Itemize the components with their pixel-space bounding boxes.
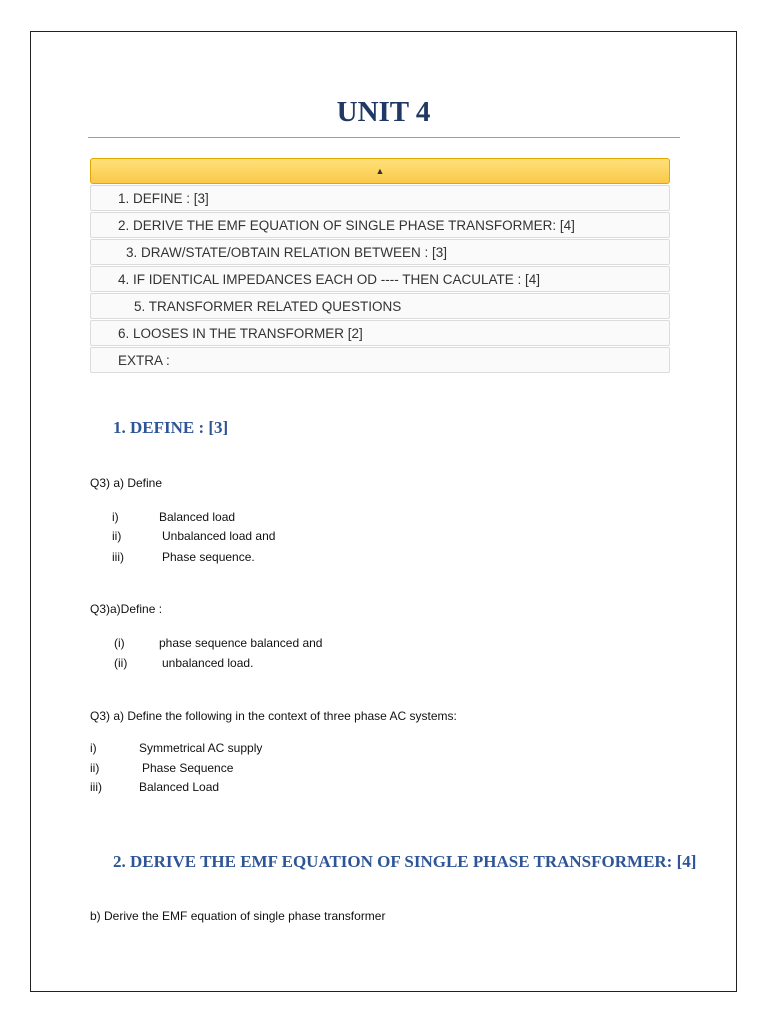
list-marker: i) [90,741,97,755]
page-title: UNIT 4 [336,96,431,128]
document-page [30,31,737,992]
list-item: Balanced load [159,510,236,524]
collapse-arrow-icon[interactable]: ▲ [375,165,385,176]
question-text: Q3)a)Define : [90,602,163,616]
list-item: Phase sequence. [162,550,255,564]
list-item: Unbalanced load and [162,529,276,543]
list-marker: (i) [114,636,125,650]
toc-collapse-bar[interactable] [90,158,670,184]
toc-item-transformer-questions[interactable]: 5. TRANSFORMER RELATED QUESTIONS [90,293,670,319]
question-text: Q3) a) Define [90,476,163,490]
question-text: b) Derive the EMF equation of single phase transformer [90,909,386,923]
section-heading-define: 1. DEFINE : [3] [113,418,229,437]
list-marker: i) [112,510,119,524]
section-heading-derive-emf: 2. DERIVE THE EMF EQUATION OF SINGLE PHASE TRANSFORMER: [4] [113,852,697,871]
question-text: Q3) a) Define the following in the context of three phase AC systems: [90,709,457,723]
list-item: phase sequence balanced and [159,636,323,650]
toc-item-define[interactable]: 1. DEFINE : [3] [90,185,670,211]
list-marker: ii) [90,761,100,775]
title-underline [88,137,680,138]
toc-item-derive-emf[interactable]: 2. DERIVE THE EMF EQUATION OF SINGLE PHASE TRANSFORMER: [4] [90,212,670,238]
list-marker: (ii) [114,656,128,670]
list-marker: ii) [112,529,122,543]
table-of-contents [90,158,670,374]
toc-item-identical-impedances[interactable]: 4. IF IDENTICAL IMPEDANCES EACH OD ---- THEN CACULATE : [4] [90,266,670,292]
list-item: Phase Sequence [142,761,234,775]
list-item: unbalanced load. [162,656,254,670]
toc-item-extra[interactable]: EXTRA : [90,347,670,373]
toc-item-losses[interactable]: 6. LOOSES IN THE TRANSFORMER [2] [90,320,670,346]
list-item: Symmetrical AC supply [139,741,263,755]
list-marker: iii) [112,550,124,564]
toc-item-draw-relation[interactable]: 3. DRAW/STATE/OBTAIN RELATION BETWEEN : [3] [90,239,670,265]
list-marker: iii) [90,780,102,794]
list-item: Balanced Load [139,780,220,794]
